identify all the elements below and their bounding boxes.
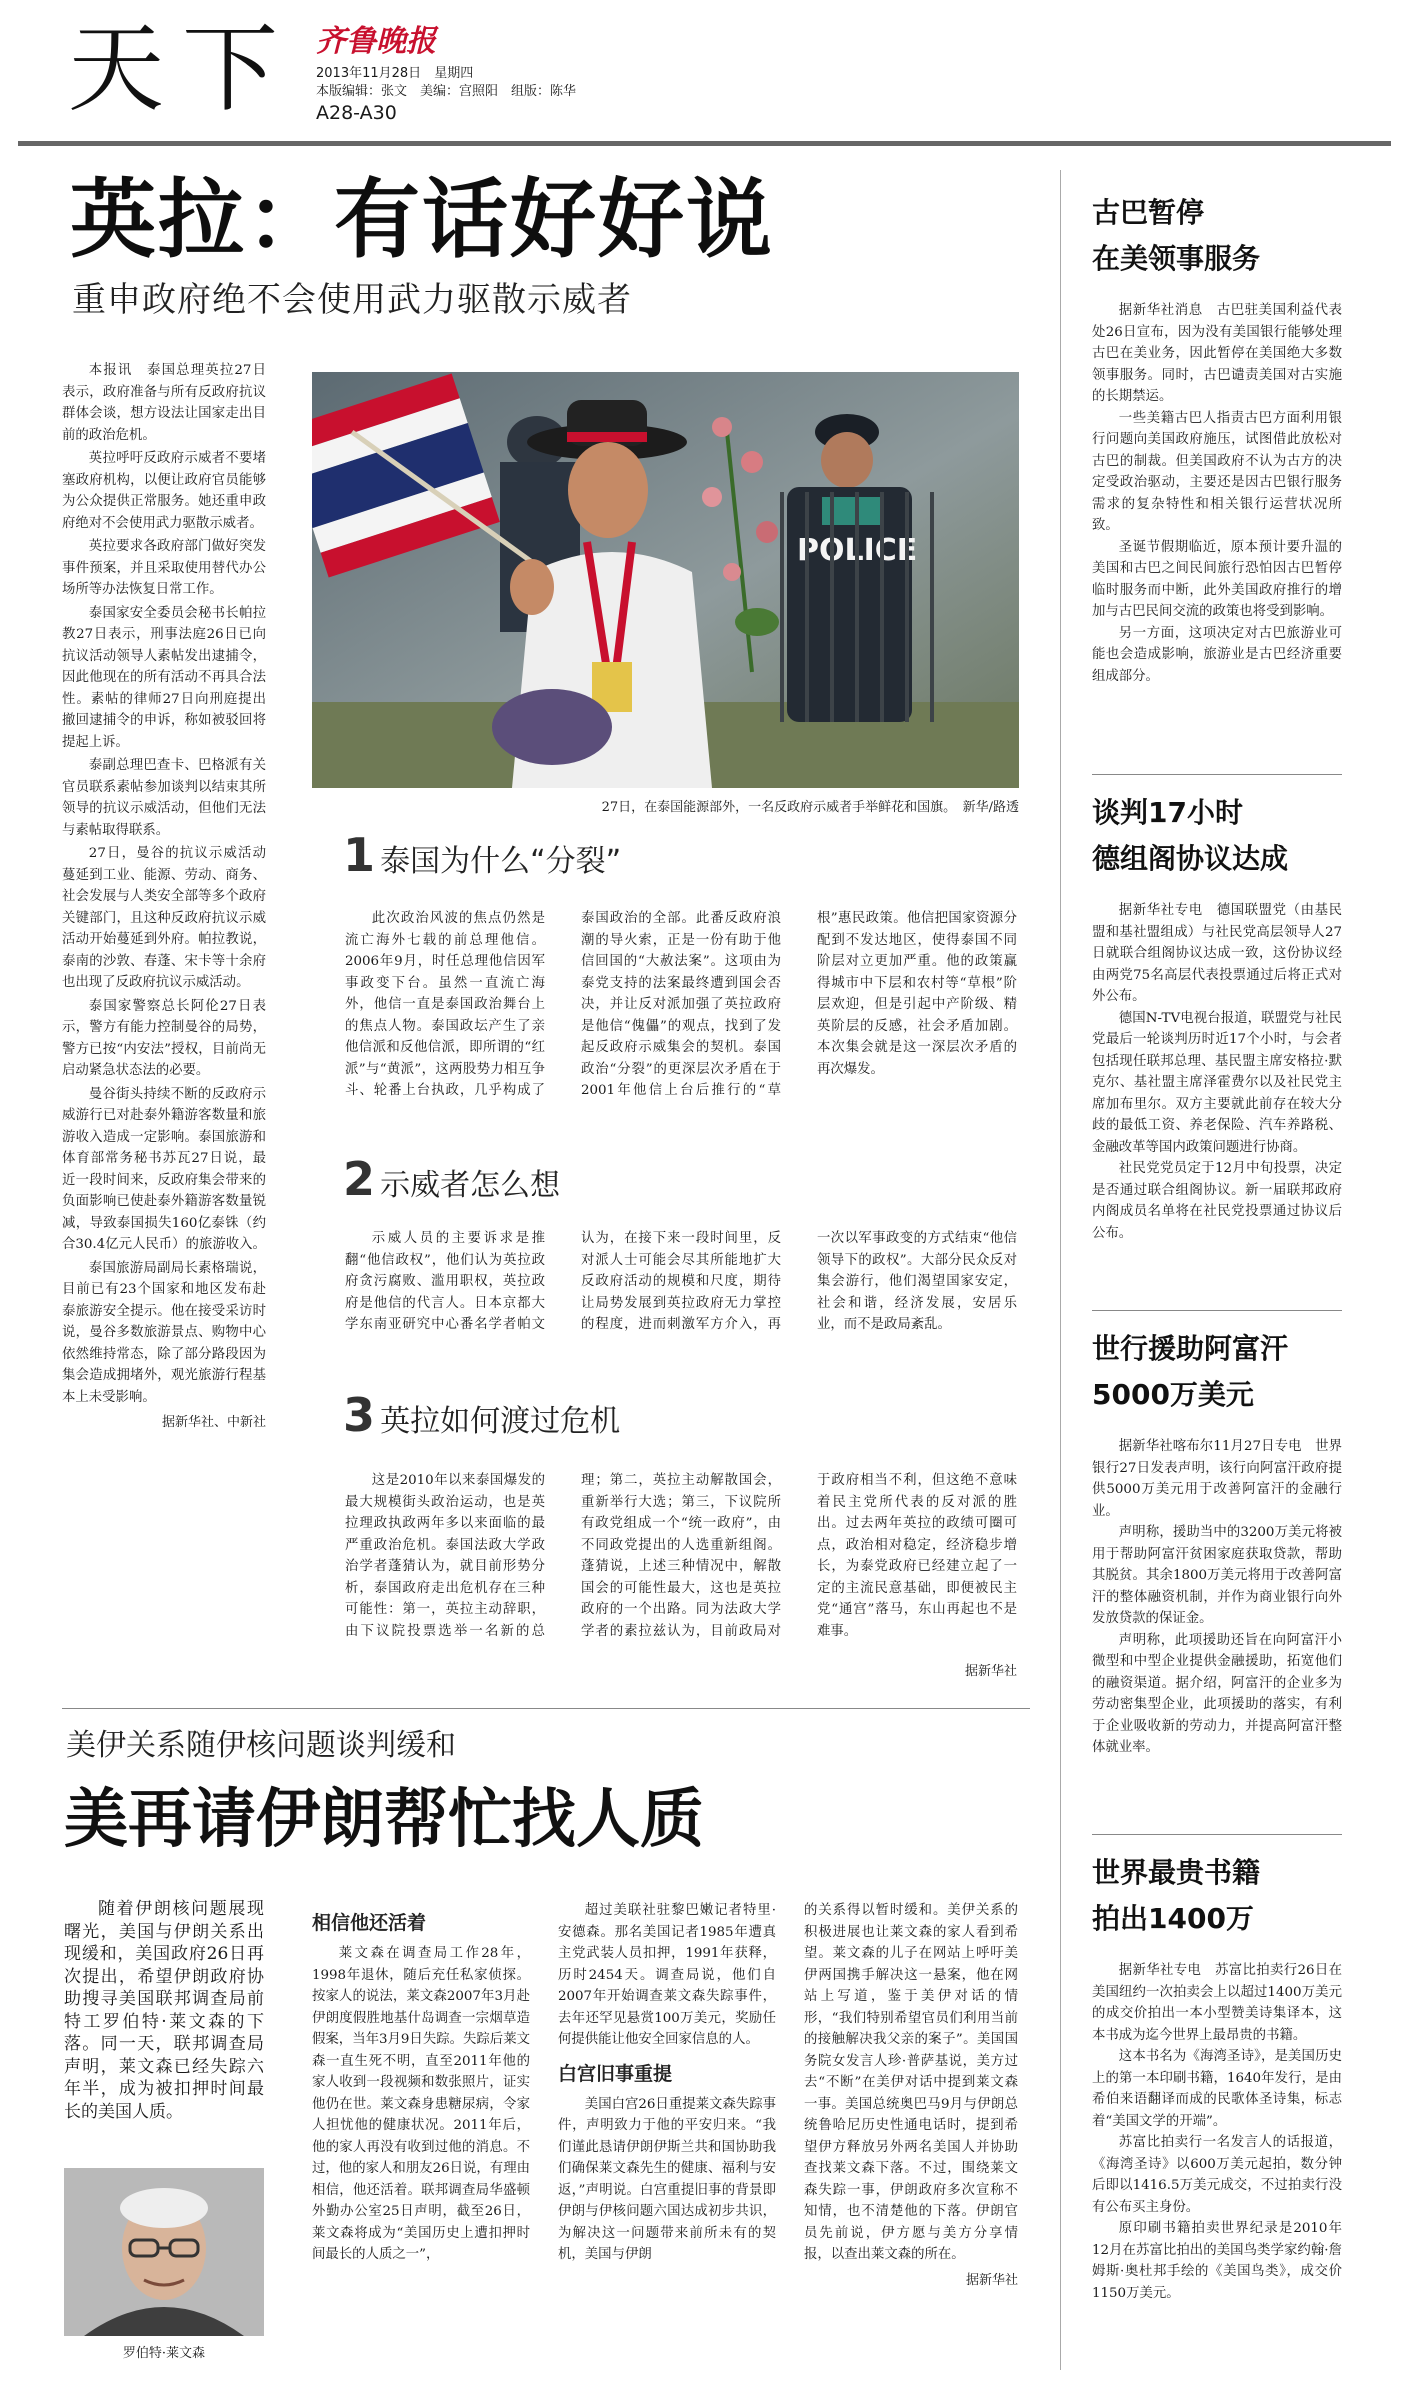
sidebar-3-p3: 声明称，此项援助还旨在向阿富汗小微型和中型企业提供金融援助，拓宽他们的融资渠道。据介绍，阿富汗的企业多为劳动密集型企业，此项援助的落实，有利于企业吸收新的劳动力，并提高阿富汗整体就业率。 bbox=[1092, 1632, 1342, 1755]
sidebar-2-p1: 据新华社专电 德国联盟党（由基民盟和基社盟组成）与社民党高层领导人27日就联合组阁协议达成一致，这份协议经由两党75名高层代表投票通过后将正式对外公布。 bbox=[1092, 903, 1342, 1004]
sidebar-2-title-line-2: 德组阁协议达成 bbox=[1092, 842, 1289, 875]
section-3-heading bbox=[343, 1388, 620, 1442]
editors-line: 本版编辑：张文 美编：宫照阳 组版：陈华 bbox=[316, 84, 577, 99]
lead-intro-p8: 曼谷街头持续不断的反政府示威游行已对赴泰外籍游客数量和旅游收入造成一定影响。泰国旅游和体育部常务秘书苏瓦27日说，最近一段时间来，反政府集会带来的负面影响已使赴泰外籍游客数量锐减，导致泰国损失160亿泰铢（约合30.4亿元人民币）的旅游收入。 bbox=[62, 1086, 266, 1252]
section-1-number: 1 bbox=[343, 828, 376, 882]
iran-photo bbox=[64, 2168, 264, 2336]
section-3-number: 3 bbox=[343, 1388, 376, 1442]
sidebar-rule-2 bbox=[1092, 1310, 1342, 1311]
sidebar-story-2 bbox=[1092, 790, 1342, 1244]
section-2-text bbox=[345, 1228, 1017, 1358]
sidebar-story-1 bbox=[1092, 190, 1342, 687]
iran-col-2 bbox=[558, 1900, 776, 2266]
section-3-body: 这是2010年以来泰国爆发的最大规模街头政治运动，也是英拉理政执政两年多以来面临的最严重政治危机。泰国法政大学政治学者蓬猜认为，就目前形势分析，泰国政府走出危机存在三种可能性：第一，英拉主动辞职，由下议院投票选举一名新的总理；第二，英拉主动解散国会，重新举行大选；第三，下议院所有政党组成一个“统一政府”，由不同政党提出的人选重新组阁。蓬猜说，上述三种情况中，解散国会的可能性最大，这也是英拉政府的一个出路。同为法政大学学者的素拉兹认为，目前政局对于政府相当不利，但这绝不意味着民主党所代表的反对派的胜出。过去两年英拉的政绩可圈可点，政治相对稳定，经济稳步增长，为泰党政府已经建立起了一定的主流民意基础，即便被民主党“通宫”落马，东山再起也不是难事。 bbox=[345, 1473, 1017, 1639]
sidebar-story-4 bbox=[1092, 1850, 1342, 2304]
iran-col-2-text-a: 超过美联社驻黎巴嫩记者特里·安德森。那名美国记者1985年遭真主党武装人员扣押，1991年获释，历时2454天。调查局说，他们自2007年开始调查莱文森失踪事件，去年还罕见悬赏100万美元，奖励任何提供能让他安全回家信息的人。 bbox=[558, 1903, 776, 2047]
lead-intro-p3: 英拉要求各政府部门做好突发事件预案，并且采取使用替代办公场所等办法恢复日常工作。 bbox=[62, 539, 266, 597]
section-3-text bbox=[345, 1470, 1017, 1666]
section-1-heading bbox=[343, 828, 621, 882]
lead-bottom-rule bbox=[62, 1708, 1030, 1709]
sidebar-divider bbox=[1060, 170, 1061, 2370]
iran-intro-text: 随着伊朗核问题展现曙光，美国与伊朗关系出现缓和，美国政府26日再次提出，希望伊朗政府协助搜寻美国联邦调查局前特工罗伯特·莱文森的下落。同一天，联邦调查局声明，莱文森已经失踪六年半，成为被扣押时间最长的美国人质。 bbox=[64, 1899, 264, 2122]
sidebar-1-p2: 一些美籍古巴人指责古巴方面利用银行问题向美国政府施压，试图借此放松对古巴的制裁。但美国政府不认为古方的决定受政治驱动，主要还是因古巴银行服务需求的复杂特性和相关银行运营状况所致。 bbox=[1092, 410, 1342, 533]
section-1-body: 此次政治风波的焦点仍然是流亡海外七载的前总理他信。2006年9月，时任总理他信因军事政变下台。虽然一直流亡海外，他信一直是泰国政治舞台上的焦点人物。泰国政坛产生了亲他信派和反他信派，即所谓的“红派”与“黄派”，这两股势力相互争斗、轮番上台执政，几乎构成了泰国政治的全部。此番反政府浪潮的导火索，正是一份有助于他信回国的“大赦法案”。这项由为泰党支持的法案最终遭到国会否决，并让反对派加强了英拉政府是他信“傀儡”的观点，找到了发起反政府示威集会的契机。泰国政治“分裂”的更深层次矛盾在于2001年他信上台后推行的“草根”惠民政策。他信把国家资源分配到不发达地区，使得泰国不同阶层对立更加严重。他的政策赢得城市中下层和农村等“草根”阶层欢迎，但是引起中产阶级、精英阶层的反感，社会矛盾加剧。本次集会就是这一深层次矛盾的再次爆发。 bbox=[345, 911, 1017, 1098]
sidebar-3-p1: 据新华社喀布尔11月27日专电 世界银行27日发表声明，该行向阿富汗政府提供5000万美元用于改善阿富汗的金融行业。 bbox=[1092, 1439, 1342, 1519]
sidebar-1-title-line-2: 在美领事服务 bbox=[1092, 242, 1261, 275]
sidebar-2-p2: 德国N-TV电视台报道，联盟党与社民党最后一轮谈判历时近17个小时，与会者包括现任联邦总理、基民盟主席安格拉·默克尔、基社盟主席泽霍费尔以及社民党主席加布里尔。双方主要就此前存在较大分歧的最低工资、养老保险、汽车养路税、金融改革等国内政策问题进行协商。 bbox=[1092, 1010, 1342, 1155]
lead-intro-p1: 本报讯 泰国总理英拉27日表示，政府准备与所有反政府抗议群体会谈，想方设法让国家走出目前的政治危机。 bbox=[62, 363, 266, 443]
iran-intro bbox=[64, 1898, 264, 2125]
lead-subhead: 重申政府绝不会使用武力驱散示威者 bbox=[72, 280, 632, 320]
iran-col-1 bbox=[312, 1900, 530, 2266]
protester-photo-illustration bbox=[312, 372, 1019, 788]
sections-credit: 据新华社 bbox=[964, 1664, 1017, 1679]
lead-intro-p9: 泰国旅游局副局长素格瑞说，目前已有23个国家和地区发布赴泰旅游安全提示。他在接受采访时说，曼谷多数旅游景点、购物中心依然维持常态，除了部分路段因为集会造成拥堵外，观光旅游行程基本上未受影响。 bbox=[62, 1260, 266, 1405]
sidebar-4-p4: 原印刷书籍拍卖世界纪录是2010年12月在苏富比拍出的美国鸟类学家约翰·詹姆斯·奥杜邦手绘的《美国鸟类》，成交价1150万美元。 bbox=[1092, 2221, 1342, 2301]
sidebar-4-title-line-2: 拍出1400万 bbox=[1092, 1902, 1254, 1935]
page-range: A28-A30 bbox=[316, 102, 397, 124]
lead-intro-p4: 泰国家安全委员会秘书长帕拉教27日表示，刑事法庭26日已向抗议活动领导人素帖发出逮捕令，因此他现在的所有活动不再具合法性。素帖的律师27日向刑庭提出撤回逮捕令的申诉，称如被驳回将提起上诉。 bbox=[62, 605, 266, 750]
iran-col-1-text: 莱文森在调查局工作28年，1998年退休，随后充任私家侦探。按家人的说法，莱文森2007年3月赴伊朗度假胜地基什岛调查一宗烟草造假案，当年3月9日失踪。失踪后莱文森一直生死不明，直至2011年他的家人收到一段视频和数张照片，证实他仍在世。莱文森身患糖尿病，令家人担忧他的健康状况。2011年后，他的家人再没有收到过他的消息。不过，他的家人和朋友26日说，有理由相信，他还活着。联邦调查局华盛顿外勤办公室25日声明，截至26日，莱文森将成为“美国历史上遭扣押时间最长的人质之一”， bbox=[312, 1946, 530, 2262]
lead-intro-p7: 泰国家警察总长阿伦27日表示，警方有能力控制曼谷的局势，警方已按“内安法”授权，目前尚无启动紧急状态法的必要。 bbox=[62, 998, 266, 1078]
section-2-number: 2 bbox=[343, 1152, 376, 1206]
lead-intro-credit: 据新华社、中新社 bbox=[161, 1415, 266, 1430]
lead-intro-p6: 27日，曼谷的抗议示威活动蔓延到工业、能源、劳动、商务、社会发展与人类安全部等多个政府关键部门，且这种反政府抗议示威活动开始蔓延到外府。帕拉教说，泰南的沙敦、春蓬、宋卡等十余府也出现了反政府抗议示威活动。 bbox=[62, 846, 266, 990]
sidebar-4-p2: 这本书名为《海湾圣诗》，是美国历史上的第一本印刷书籍，1640年发行，是由希伯来语翻译而成的民歌体圣诗集，标志着“美国文学的开端”。 bbox=[1092, 2049, 1342, 2129]
lead-headline: 英拉：有话好好说 bbox=[70, 170, 774, 270]
sidebar-3-title-line-1: 世行援助阿富汗 bbox=[1092, 1332, 1289, 1365]
section-2-title: 示威者怎么想 bbox=[380, 1168, 561, 1203]
sidebar-3-title-line-2: 5000万美元 bbox=[1092, 1378, 1254, 1411]
date: 2013年11月28日 bbox=[316, 66, 422, 81]
iran-col-3 bbox=[804, 1900, 1018, 2291]
iran-kicker: 美伊关系随伊核问题谈判缓和 bbox=[66, 1728, 456, 1763]
lead-photo bbox=[312, 372, 1019, 788]
weekday: 星期四 bbox=[434, 66, 474, 81]
iran-subhead-1: 相信他还活着 bbox=[312, 1912, 427, 1934]
sidebar-rule-3 bbox=[1092, 1834, 1342, 1835]
section-2-heading bbox=[343, 1152, 560, 1206]
paper-logo: 齐鲁晚报 bbox=[316, 24, 436, 59]
section-1-text bbox=[345, 908, 1017, 1120]
lead-photo-caption: 27日，在泰国能源部外，一名反政府示威者手举鲜花和国旗。 新华/路透 bbox=[601, 800, 1019, 815]
lead-intro-p5: 泰副总理巴查卡、巴格派有关官员联系素帖参加谈判以结束其所领导的抗议示威活动，但他们无法与素帖取得联系。 bbox=[62, 758, 266, 838]
iran-subhead-2: 白宫旧事重提 bbox=[558, 2062, 673, 2085]
portrait-illustration bbox=[64, 2168, 264, 2336]
lead-intro-column bbox=[62, 360, 266, 1436]
sidebar-4-title-line-1: 世界最贵书籍 bbox=[1092, 1856, 1261, 1889]
iran-col-2-text-b: 美国白宫26日重提莱文森失踪事件，声明致力于他的平安归来。“我们谨此恳请伊朗伊斯兰共和国协助我们确保莱文森先生的健康、福利与安返，”声明说。白宫重提旧事的背景即伊朗与伊核问题六国达成初步共识，为解决这一问题带来前所未有的契机，美国与伊朗 bbox=[558, 2096, 776, 2262]
sidebar-1-p3: 圣诞节假期临近，原本预计要升温的美国和古巴之间民间旅行恐怕因古巴暂停临时服务而中断，此外美国政府推行的增加与古巴民间交流的政策也将受到影响。 bbox=[1092, 539, 1342, 619]
iran-col-3-text: 的关系得以暂时缓和。美伊关系的积极进展也让莱文森的家人看到希望。莱文森的儿子在网站上呼吁美伊两国携手解决这一悬案，他在网站上写道，鉴于美伊对话的情形，“我们特别希望官员们利用当前的接触解决我父亲的案子”。美国国务院女发言人珍·普萨基说，美方过去“不断”在美伊对话中提到莱文森一事。美国总统奥巴马9月与伊朗总统鲁哈尼历史性通电话时，提到希望伊方释放另外两名美国人并协助查找莱文森下落。不过，围绕莱文森失踪一事，伊朗政府多次宣称不知情，也不清楚他的下落。伊朗官员先前说，伊方愿与美方分享情报，以查出莱文森的所在。 bbox=[804, 1903, 1018, 2262]
sidebar-4-p3: 苏富比拍卖行一名发言人的话报道，《海湾圣诗》以600万美元起拍，数分钟后即以1416.5万美元成交，不过拍卖行没有公布买主身份。 bbox=[1092, 2135, 1342, 2215]
section-title: 天下 bbox=[68, 13, 296, 125]
masthead-rule bbox=[18, 141, 1391, 146]
police-vest-text: POLICE bbox=[797, 533, 918, 568]
section-1-title: 泰国为什么“分裂” bbox=[380, 844, 622, 879]
section-3-title: 英拉如何渡过危机 bbox=[380, 1404, 621, 1439]
issue-date bbox=[316, 62, 473, 81]
sidebar-1-title-line-1: 古巴暂停 bbox=[1092, 196, 1205, 229]
masthead bbox=[0, 0, 1409, 150]
sidebar-1-p1: 据新华社消息 古巴驻美国利益代表处26日宣布，因为没有美国银行能够处理古巴在美业务，因此暂停在美国绝大多数领事服务。同时，古巴谴责美国对古实施的长期禁运。 bbox=[1092, 303, 1342, 404]
section-2-body: 示威人员的主要诉求是推翻“他信政权”，他们认为英拉政府贪污腐败、滥用职权，英拉政府是他信的代言人。日本京都大学东南亚研究中心番名学者帕文认为，在接下来一段时间里，反对派人士可能会尽其所能地扩大反政府活动的规模和尺度，期待让局势发展到英拉政府无力掌控的程度，进而刺激军方介入，再一次以军事政变的方式结束“他信领导下的政权”。大部分民众反对集会游行，他们渴望国家安定，社会和谐，经济发展，安居乐业，而不是政局紊乱。 bbox=[345, 1231, 1017, 1332]
sidebar-4-p1: 据新华社专电 苏富比拍卖行26日在美国纽约一次拍卖会上以超过1400万美元的成交价拍出一本小型赞美诗集译本，这本书成为迄今世界上最昂贵的书籍。 bbox=[1092, 1963, 1342, 2043]
sidebar-story-3 bbox=[1092, 1326, 1342, 1759]
sidebar-1-p4: 另一方面，这项决定对古巴旅游业可能也会造成影响，旅游业是古巴经济重要组成部分。 bbox=[1092, 625, 1342, 684]
iran-credit: 据新华社 bbox=[965, 2272, 1018, 2288]
sidebar-rule-1 bbox=[1092, 774, 1342, 775]
sidebar-2-p3: 社民党党员定于12月中旬投票，决定是否通过联合组阁协议。新一届联邦政府内阁成员名单将在社民党投票通过协议后公布。 bbox=[1092, 1161, 1342, 1241]
sidebar-3-p2: 声明称，援助当中的3200万美元将被用于帮助阿富汗贫困家庭获取贷款，帮助其脱贫。其余1800万美元将用于改善阿富汗的整体融资机制，并作为商业银行向外发放贷款的保证金。 bbox=[1092, 1525, 1342, 1626]
iran-headline: 美再请伊朗帮忙找人质 bbox=[64, 1783, 704, 1857]
sidebar-2-title-line-1: 谈判17小时 bbox=[1092, 796, 1243, 829]
iran-photo-caption: 罗伯特·莱文森 bbox=[122, 2346, 206, 2361]
lead-intro-p2: 英拉呼吁反政府示威者不要堵塞政府机构，以便让政府官员能够为公众提供正常服务。她还重申政府绝对不会使用武力驱散示威者。 bbox=[62, 451, 266, 531]
